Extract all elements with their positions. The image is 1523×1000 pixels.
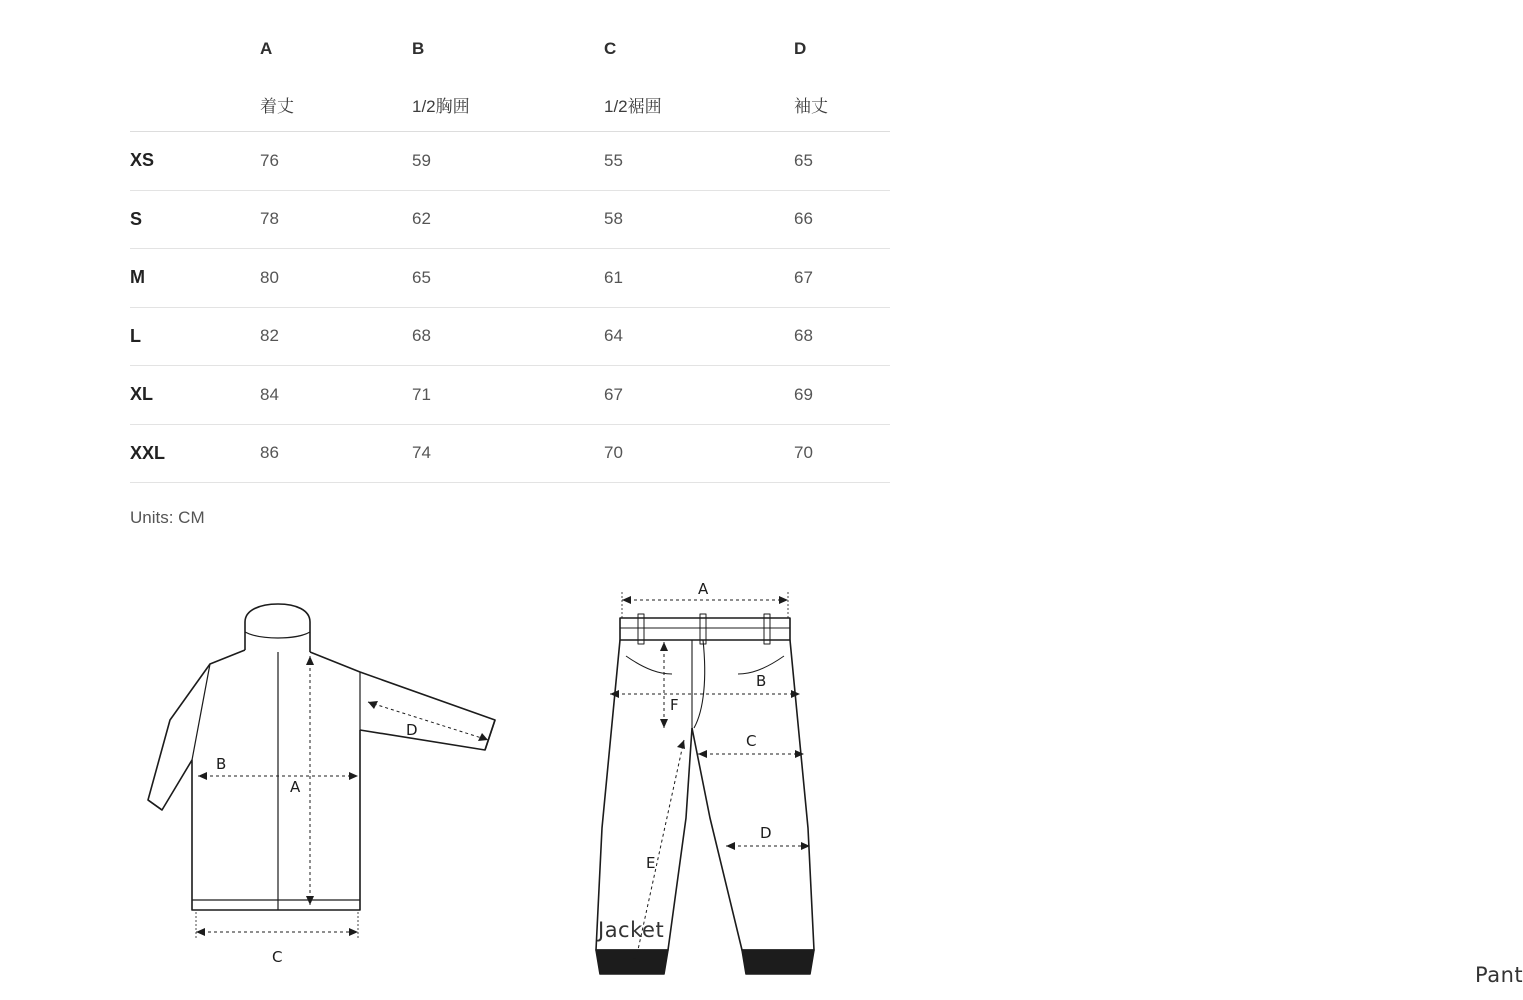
header-label-blank bbox=[130, 77, 260, 132]
table-row bbox=[130, 366, 890, 425]
row-size-label: XL bbox=[130, 366, 260, 425]
size-chart-table bbox=[130, 20, 890, 483]
jacket-marker-a: A bbox=[290, 778, 301, 796]
measurement-diagrams bbox=[0, 560, 1523, 1000]
jacket-marker-b: B bbox=[216, 755, 227, 773]
header-label-b: 1/2胸囲 bbox=[412, 77, 604, 132]
header-label-a: 着丈 bbox=[260, 77, 412, 132]
units-note: Units: CM bbox=[130, 508, 205, 527]
cell-a: 80 bbox=[260, 249, 412, 308]
header-letter-blank bbox=[130, 20, 260, 77]
cell-a: 78 bbox=[260, 190, 412, 249]
pant-illustration bbox=[560, 578, 960, 998]
jacket-diagram bbox=[110, 580, 665, 980]
pant-diagram bbox=[560, 578, 1523, 998]
cell-d: 66 bbox=[794, 190, 890, 249]
cell-a: 76 bbox=[260, 132, 412, 191]
pant-marker-d: D bbox=[760, 824, 772, 842]
table-header-labels bbox=[130, 77, 890, 132]
row-size-label: L bbox=[130, 307, 260, 366]
header-label-d: 袖丈 bbox=[794, 77, 890, 132]
header-letter-b: B bbox=[412, 38, 425, 58]
cell-a: 82 bbox=[260, 307, 412, 366]
cell-d: 67 bbox=[794, 249, 890, 308]
jacket-caption: Jacket bbox=[598, 918, 665, 942]
table-row bbox=[130, 307, 890, 366]
cell-b: 65 bbox=[412, 249, 604, 308]
header-letter-d: D bbox=[794, 38, 807, 58]
row-size-label: XXL bbox=[130, 424, 260, 483]
jacket-illustration bbox=[110, 580, 510, 980]
header-letter-c: C bbox=[604, 38, 617, 58]
jacket-marker-c: C bbox=[272, 948, 283, 966]
pant-marker-f: F bbox=[670, 696, 679, 714]
cell-c: 67 bbox=[604, 366, 794, 425]
table-row bbox=[130, 190, 890, 249]
cell-a: 84 bbox=[260, 366, 412, 425]
cell-a: 86 bbox=[260, 424, 412, 483]
cell-c: 58 bbox=[604, 190, 794, 249]
size-chart-table-container bbox=[130, 20, 890, 483]
cell-b: 59 bbox=[412, 132, 604, 191]
cell-b: 71 bbox=[412, 366, 604, 425]
header-label-c: 1/2裾囲 bbox=[604, 77, 794, 132]
cell-b: 74 bbox=[412, 424, 604, 483]
table-row bbox=[130, 424, 890, 483]
pant-marker-c: C bbox=[746, 732, 757, 750]
header-letter-a: A bbox=[260, 38, 273, 58]
cell-c: 64 bbox=[604, 307, 794, 366]
cell-c: 61 bbox=[604, 249, 794, 308]
cell-d: 68 bbox=[794, 307, 890, 366]
jacket-marker-d: D bbox=[406, 721, 418, 739]
row-size-label: S bbox=[130, 190, 260, 249]
row-size-label: XS bbox=[130, 132, 260, 191]
pant-marker-b: B bbox=[756, 672, 767, 690]
table-header-letters bbox=[130, 20, 890, 77]
table-row bbox=[130, 132, 890, 191]
pant-marker-a: A bbox=[698, 580, 709, 598]
cell-b: 68 bbox=[412, 307, 604, 366]
cell-d: 69 bbox=[794, 366, 890, 425]
cell-b: 62 bbox=[412, 190, 604, 249]
cell-c: 70 bbox=[604, 424, 794, 483]
pant-caption: Pant bbox=[1475, 963, 1523, 987]
cell-d: 65 bbox=[794, 132, 890, 191]
table-row bbox=[130, 249, 890, 308]
cell-c: 55 bbox=[604, 132, 794, 191]
cell-d: 70 bbox=[794, 424, 890, 483]
pant-marker-e: E bbox=[646, 854, 656, 872]
row-size-label: M bbox=[130, 249, 260, 308]
